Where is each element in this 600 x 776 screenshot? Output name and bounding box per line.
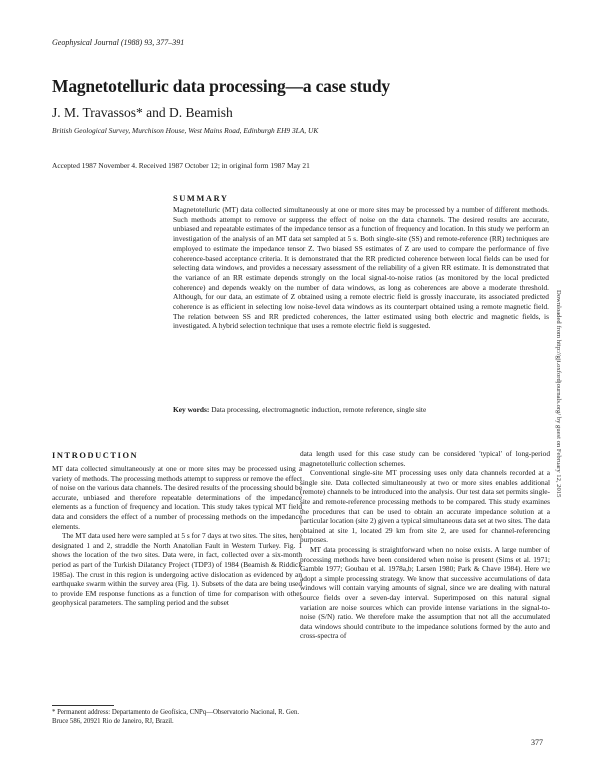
intro-paragraph: The MT data used here were sampled at 5 s for 7 days at two sites. The sites, here designated 1 and 2, straddle the North Anatolian Fault in Western Turkey. Fig. 1 shows the location of the two sites. Data were, in fact, collected over a six-month period as part of the Turkish Dilatancy Project (TDP3) of 1984 (Beamish & Riddick 1985a). The crust in this region is undergoing active dislocation as evidenced by an earthquake swarm within the survey area (Fig. 1). Subsets of the data are being used to provide EM response functions as a function of time for comparison with other geophysical parameters. The sampling period and the subset [52,531,302,608]
download-side-note [549,288,561,558]
intro-paragraph: MT data collected simultaneously at one or more sites may be processed using a variety of methods. The processing methods attempt to suppress or remove the effect of noise on the various data channels. The desired results of the processing should be accurate, unbiased and therefore repeatable determinations of the impedance elements as a function of frequency and location. This study takes typical MT field data and considers the effect of a number of processing methods on the impedance elements. [52,464,302,531]
introduction-left-column [52,464,302,608]
keywords-text: Data processing, electromagnetic induction, remote reference, single site [211,405,427,414]
journal-citation: Geophysical Journal (1988) 93, 377–391 [52,38,185,47]
article-title: Magnetotelluric data processing—a case study [52,76,390,96]
footnote: * Permanent address: Departamento de Geofísica, CNPq—Observatorio Nacional, R. Gen. Bruce 586, 20921 Rio de Janeiro, RJ, Brazil. [52,709,300,725]
keywords-label: Key words: [173,405,210,414]
download-side-note-text: Downloaded from http://gji.oxfordjournals.org/ by guest on February 12, 2015 [555,290,562,498]
received-accepted-dates: Accepted 1987 November 4. Received 1987 October 12; in original form 1987 May 21 [52,161,310,170]
page-number: 377 [531,738,543,747]
introduction-heading: INTRODUCTION [52,451,139,460]
authors: J. M. Travassos* and D. Beamish [52,105,233,120]
summary-text: Magnetotelluric (MT) data collected simultaneously at one or more sites may be processed by a number of different methods. Such methods attempt to remove or suppress the effect of noise on the data channels. The desired results are accurate, unbiased and repeatable estimates of the impedance tensor as a function of frequency and location. In this study we perform an investigation of the analysis of an MT data set sampled at 5 s. Both single-site (SS) and remote-reference (RR) techniques are employed to estimate the impedance tensor Z. Two biased SS estimates of Z are used to compare the performance of five coherence-based acceptance criteria. It is demonstrated that the RR predicted coherence between local fields can be used for selecting data windows, and provides a necessary assessment of the reliability of a given RR estimate. It is demonstrated that the variance of an RR estimate depends strongly on the local signal-to-noise ratios (as monitored by the local predicted coherence) and depends weakly on the number of data windows, as long as coherences are above a moderate threshold. Although, for our data, an estimate of Z obtained using a remote electric field is grossly inaccurate, its associated predicted coherence is as efficient in selecting low noise-level data windows as its counterpart obtained using a remote magnetic field. The relation between SS and RR predicted coherences, the latter estimated using both electric and magnetic fields, is investigated. A hybrid selection technique that uses a remote electric field is suggested. [173,205,549,331]
footnote-rule [52,705,114,706]
intro-paragraph: Conventional single-site MT processing uses only data channels recorded at a single site. Data collected simultaneously at two or more sites enables additional (remote) channels to be introduced into the analysis. Our test data set permits single-site and remote-reference processing methods to be compared. This study examines the procedures that can be used to obtain an accurate impedance solution at a particular location (site 2) given a typical simultaneous data set at two sites. The data obtained at site 1, located 29 km from site 2, are used for channel-referencing purposes. [300,468,550,545]
keywords [173,405,549,414]
introduction-right-column [300,449,550,641]
summary-heading: SUMMARY [173,194,229,203]
intro-paragraph: MT data processing is straightforward when no noise exists. A large number of processing methods have been considered when noise is present (Sims et al. 1971; Gamble 1977; Goubau et al. 1978a,b; Larsen 1980; Park & Chave 1984). Here we adopt a simple processing strategy. We know that successive accumulations of data windows will contain varying amounts of signal, since we are dealing with natural source fields over a seven-day interval. Superimposed on this natural signal variation are noise sources which can provide intense variations in the signal-to-noise (S/N) ratio. We therefore make the assumption that not all the accumulated data windows should contribute to the impedance solutions formed by the auto and cross-spectra of [300,544,550,641]
intro-paragraph: data length used for this case study can be considered 'typical' of long-period magnetotelluric collection schemes. [300,449,550,468]
affiliation: British Geological Survey, Murchison House, West Mains Road, Edinburgh EH9 3LA, UK [52,126,319,135]
